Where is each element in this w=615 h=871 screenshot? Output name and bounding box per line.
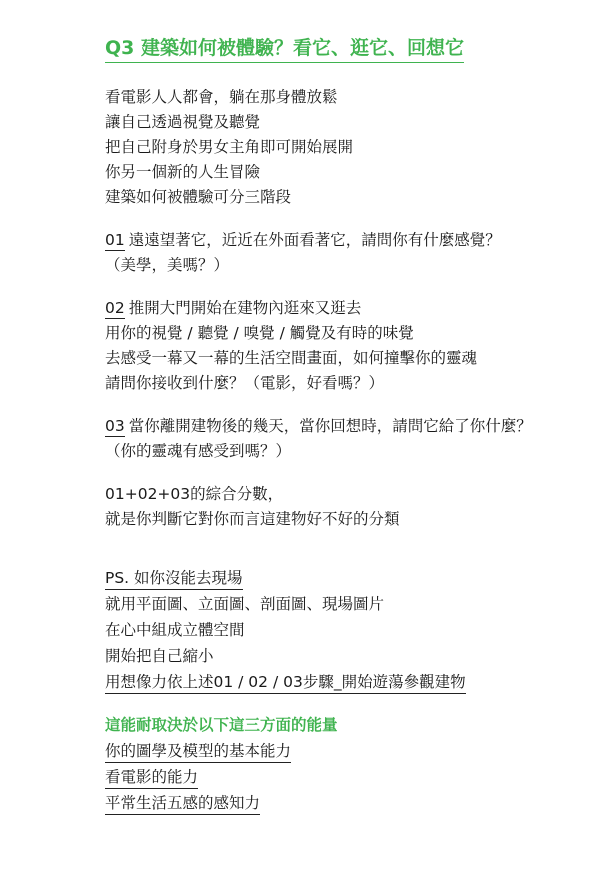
intro-line: 你另一個新的人生冒險 <box>105 163 261 181</box>
stage-text: 當你離開建物後的幾天，當你回想時，請問它給了你什麼？ <box>128 417 532 435</box>
abilities-block <box>105 713 595 816</box>
ability-item: 看電影的能力 <box>105 766 198 789</box>
ps-block <box>105 566 595 695</box>
stage-number: 02 <box>105 299 125 317</box>
intro-block <box>105 85 595 210</box>
stage-line: 請問你接收到什麼？（電影，好看嗎？） <box>105 374 385 392</box>
stage-1 <box>105 228 595 278</box>
ability-item: 平常生活五感的感知力 <box>105 792 260 815</box>
stage-number: 03 <box>105 417 125 435</box>
score-line: 就是你判斷它對你而言這建物好不好的分類 <box>105 510 400 528</box>
ps-heading: PS. 如你沒能去現場 <box>105 567 243 590</box>
article <box>105 36 595 834</box>
stage-2 <box>105 296 595 396</box>
stage-note: （美學，美嗎？） <box>105 256 230 274</box>
intro-line: 看電影人人都會，躺在那身體放鬆 <box>105 88 338 106</box>
intro-line: 建築如何被體驗可分三階段 <box>105 188 292 206</box>
intro-line: 把自己附身於男女主角即可開始展開 <box>105 138 354 156</box>
stage-3 <box>105 414 595 464</box>
ps-last-line: 用想像力依上述01 / 02 / 03步驟_開始遊蕩參觀建物 <box>105 671 466 694</box>
stage-line: 用你的視覺 / 聽覺 / 嗅覺 / 觸覺及有時的味覺 <box>105 324 414 342</box>
stage-line: 去感受一幕又一幕的生活空間畫面，如何撞擊你的靈魂 <box>105 349 478 367</box>
ps-line: 開始把自己縮小 <box>105 647 214 665</box>
stage-text: 遠遠望著它，近近在外面看著它，請問你有什麼感覺？ <box>128 231 501 249</box>
ps-line: 在心中組成立體空間 <box>105 621 245 639</box>
score-block <box>105 482 595 532</box>
score-line: 01+02+03的綜合分數， <box>105 485 284 503</box>
stage-note: （你的靈魂有感受到嗎？） <box>105 442 292 460</box>
ps-line: 就用平面圖、立面圖、剖面圖、現場圖片 <box>105 595 385 613</box>
stage-number: 01 <box>105 231 125 249</box>
abilities-heading: 這能耐取決於以下這三方面的能量 <box>105 716 338 734</box>
stage-text: 推開大門開始在建物內逛來又逛去 <box>128 299 362 317</box>
ability-item: 你的圖學及模型的基本能力 <box>105 740 291 763</box>
page-title: Q3 建築如何被體驗？看它、逛它、回想它 <box>105 36 464 63</box>
intro-line: 讓自己透過視覺及聽覺 <box>105 113 261 131</box>
